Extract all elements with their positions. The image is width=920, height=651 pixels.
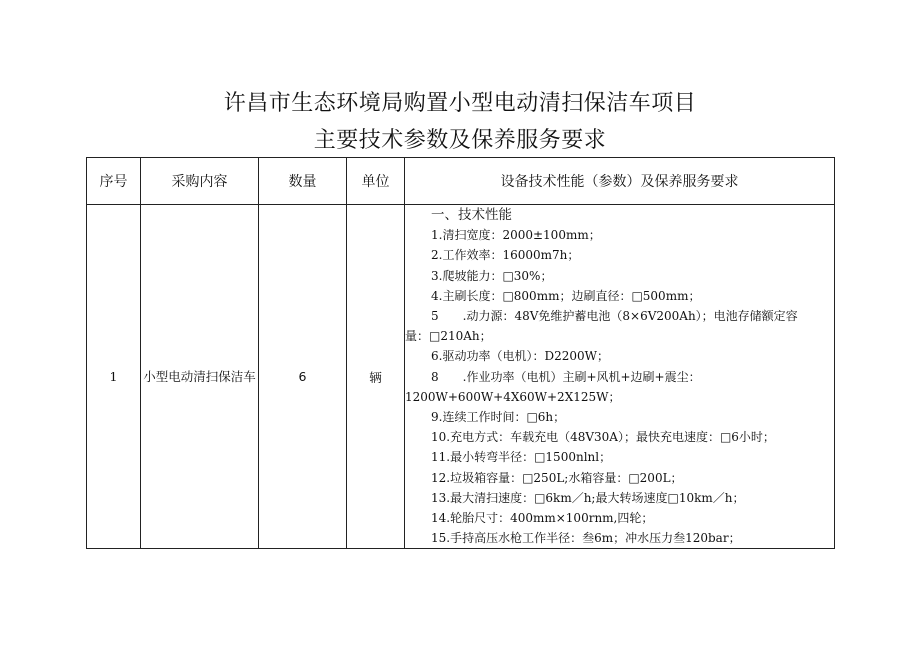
table-row <box>87 205 835 549</box>
header-item: 采购内容 <box>141 158 259 205</box>
spec-line: 10.充电方式：车载充电（48V30A）；最快充电速度：□6小时； <box>431 430 775 445</box>
spec-table <box>86 157 835 549</box>
cell-item: 小型电动清扫保洁车 <box>141 205 259 549</box>
cell-quantity: 6 <box>259 205 347 549</box>
spec-line: 15.手持高压水枪工作半径：叁6m；冲水压力叁120bar； <box>431 531 741 546</box>
spec-line: 5 .动力源：48V免维护蓄电池（8×6V200Ah）；电池存储额定容 <box>431 309 798 324</box>
cell-unit: 辆 <box>347 205 405 549</box>
spec-line: 8 .作业功率（电机）主刷+风机+边刷+震尘： <box>431 369 701 384</box>
header-unit: 单位 <box>347 158 405 205</box>
header-seq: 序号 <box>87 158 141 205</box>
spec-section-heading: 一、技术性能 <box>431 207 512 223</box>
cell-requirements <box>405 205 835 549</box>
spec-line: 14.轮胎尺寸：400mm×100rnm,四轮； <box>431 511 654 526</box>
spec-line: 2.工作效率：16000m7h； <box>431 248 580 263</box>
cell-seq: 1 <box>87 205 141 549</box>
spec-line: 3.爬坡能力：□30%； <box>431 268 553 283</box>
header-requirements: 设备技术性能（参数）及保养服务要求 <box>405 158 835 205</box>
header-quantity: 数量 <box>259 158 347 205</box>
spec-line: 1200W+600W+4X60W+2X125W； <box>405 389 621 404</box>
document-title: 许昌市生态环境局购置小型电动清扫保洁车项目 <box>223 91 697 116</box>
spec-line: 12.垃圾箱容量：□250L;水箱容量：□200L； <box>431 470 683 485</box>
spec-line: 1.清扫宽度：2000±100mm； <box>431 228 601 243</box>
spec-line: 13.最大清扫速度：□6km／h;最大转场速度□10km／h； <box>431 490 745 505</box>
document-subtitle: 主要技术参数及保养服务要求 <box>313 128 607 153</box>
spec-line: 6.驱动功率（电机）：D2200W； <box>431 349 609 364</box>
spec-line: 9.连续工作时间：□6h； <box>431 410 566 425</box>
spec-line: 4.主刷长度：□800mm；边刷直径：□500mm； <box>431 288 701 303</box>
spec-line: 量：□210Ah； <box>405 329 492 344</box>
header-row <box>87 158 835 205</box>
spec-line: 11.最小转弯半径：□1500nlnl； <box>431 450 612 465</box>
